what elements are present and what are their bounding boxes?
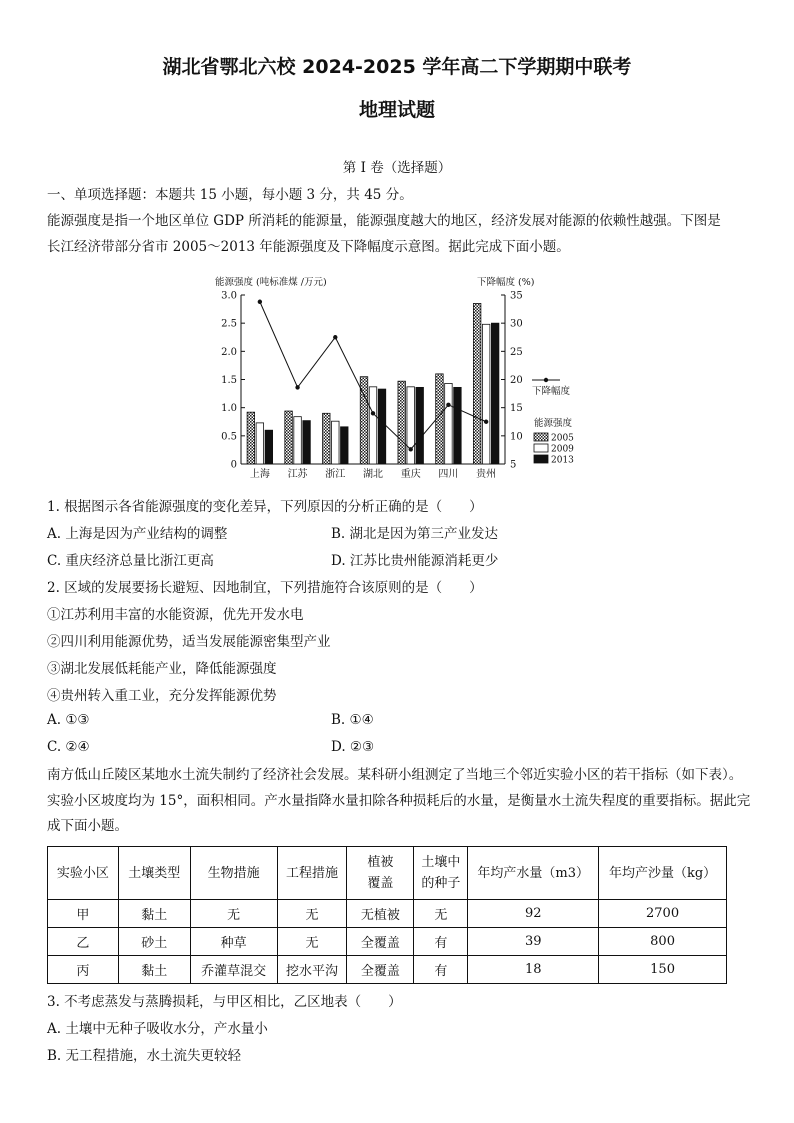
q2-statement-1: ①江苏利用丰富的水能资源，优先开发水电 bbox=[47, 607, 304, 623]
table-header-cell: 生物措施 bbox=[190, 847, 277, 900]
x-tick-label: 湖北 bbox=[363, 469, 383, 480]
table-cell: 150 bbox=[599, 956, 727, 984]
table-cell: 黏土 bbox=[118, 956, 190, 984]
table-header-cell: 土壤中的种子 bbox=[414, 847, 468, 900]
left-tick-label: 3.0 bbox=[221, 290, 237, 302]
decline-point bbox=[258, 300, 262, 304]
passage2: 南方低山丘陵区某地水土流失制约了经济社会发展。某科研小组测定了当地三个邻近实验小区的若干指标（如下表）。实验小区坡度均为 15°，面积相同。产水量指降水量扣除各种损耗后的水量，是衡量水土流失程度的重要指标。据此完成下面小题。 bbox=[47, 767, 751, 834]
table-cell: 甲 bbox=[48, 900, 119, 928]
q3-option-a[interactable]: A. 土壤中无种子吸收水分，产水量小 bbox=[47, 1021, 268, 1037]
q2-statement-4: ④贵州转入重工业，充分发挥能源优势 bbox=[47, 688, 277, 704]
bar-2009 bbox=[332, 421, 340, 464]
table-cell: 种草 bbox=[190, 928, 277, 956]
right-tick-label: 15 bbox=[510, 403, 523, 415]
bar-2009 bbox=[445, 383, 453, 464]
decline-point bbox=[409, 447, 413, 451]
bar-2005 bbox=[398, 381, 406, 464]
x-tick-label: 浙江 bbox=[325, 469, 346, 480]
table-cell: 无植被 bbox=[347, 900, 414, 928]
table-header-cell: 年均产水量（m3） bbox=[468, 847, 599, 900]
bar-2005 bbox=[285, 411, 293, 464]
left-tick-label: 1.5 bbox=[221, 375, 237, 386]
q1-option-a[interactable]: A. 上海是因为产业结构的调整 bbox=[47, 526, 228, 542]
bar-2013 bbox=[378, 389, 386, 464]
legend-label-2009: 2009 bbox=[551, 444, 574, 455]
x-tick-label: 贵州 bbox=[476, 469, 497, 480]
right-tick-label: 5 bbox=[510, 459, 517, 471]
bar-2005 bbox=[247, 412, 255, 464]
right-tick-label: 20 bbox=[510, 375, 523, 386]
table-cell: 92 bbox=[468, 900, 599, 928]
passage1-line1: 能源强度是指一个地区单位 GDP 所消耗的能源量，能源强度越大的地区，经济发展对能源的依赖性越强。下图是 bbox=[47, 213, 721, 229]
q1-option-b[interactable]: B. 湖北是因为第三产业发达 bbox=[331, 526, 499, 542]
decline-point bbox=[446, 403, 450, 407]
instructions: 一、单项选择题：本题共 15 小题，每小题 3 分，共 45 分。 bbox=[47, 187, 413, 203]
decline-point bbox=[333, 335, 337, 339]
table-cell: 2700 bbox=[599, 900, 727, 928]
legend-swatch-2009 bbox=[534, 444, 548, 452]
bar-2005 bbox=[323, 413, 331, 464]
right-tick-label: 25 bbox=[510, 346, 523, 358]
bar-2009 bbox=[407, 387, 415, 464]
x-tick-label: 四川 bbox=[438, 469, 459, 480]
q2-option-d[interactable]: D. ②③ bbox=[331, 739, 375, 755]
q3-option-b[interactable]: B. 无工程措施，水土流失更较轻 bbox=[47, 1048, 242, 1064]
left-tick-label: 0.5 bbox=[221, 431, 237, 443]
table-cell: 无 bbox=[190, 900, 277, 928]
passage1-line2: 长江经济带部分省市 2005～2013 年能源强度及下降幅度示意图。据此完成下面小题。 bbox=[47, 239, 570, 255]
q2-option-a[interactable]: A. ①③ bbox=[47, 712, 90, 728]
table-cell: 有 bbox=[414, 956, 468, 984]
legend-title: 能源强度 bbox=[534, 418, 573, 429]
left-tick-label: 0 bbox=[230, 459, 237, 471]
table-header-cell: 实验小区 bbox=[48, 847, 119, 900]
bar-2013 bbox=[491, 323, 499, 464]
left-tick-label: 2.0 bbox=[221, 346, 237, 358]
table-cell: 挖水平沟 bbox=[277, 956, 347, 984]
q2-option-b[interactable]: B. ①④ bbox=[331, 712, 374, 728]
left-axis-title: 能源强度 (吨标准煤 /万元) bbox=[215, 277, 327, 288]
table-cell: 全覆盖 bbox=[347, 956, 414, 984]
x-tick-label: 上海 bbox=[249, 469, 270, 480]
table-cell: 800 bbox=[599, 928, 727, 956]
bar-2009 bbox=[294, 417, 302, 464]
right-tick-label: 10 bbox=[510, 431, 523, 443]
table-cell: 全覆盖 bbox=[347, 928, 414, 956]
legend-line-marker bbox=[544, 378, 548, 382]
energy-intensity-chart bbox=[205, 268, 585, 490]
bar-2013 bbox=[341, 427, 349, 464]
legend-label-2005: 2005 bbox=[551, 433, 574, 444]
x-tick-label: 重庆 bbox=[400, 469, 421, 480]
legend-swatch-2005 bbox=[534, 433, 548, 441]
q2-option-c[interactable]: C. ②④ bbox=[47, 739, 90, 755]
table-header-row bbox=[48, 847, 727, 900]
table-cell: 黏土 bbox=[118, 900, 190, 928]
left-tick-label: 1.0 bbox=[221, 403, 237, 415]
table-cell: 18 bbox=[468, 956, 599, 984]
q2-stem: 2. 区域的发展要扬长避短、因地制宜，下列措施符合该原则的是（ ） bbox=[47, 580, 483, 596]
table-cell: 无 bbox=[414, 900, 468, 928]
experiment-table bbox=[47, 846, 727, 984]
table-cell: 无 bbox=[277, 928, 347, 956]
bar-2009 bbox=[256, 423, 264, 464]
table-row bbox=[48, 900, 727, 928]
decline-point bbox=[371, 411, 375, 415]
q3-stem: 3. 不考虑蒸发与蒸腾损耗，与甲区相比，乙区地表（ ） bbox=[47, 994, 402, 1010]
table-row bbox=[48, 956, 727, 984]
q1-option-c[interactable]: C. 重庆经济总量比浙江更高 bbox=[47, 553, 214, 569]
table-cell: 砂土 bbox=[118, 928, 190, 956]
table-cell: 39 bbox=[468, 928, 599, 956]
right-axis-title: 下降幅度 (%) bbox=[477, 277, 535, 288]
table-cell: 丙 bbox=[48, 956, 119, 984]
table-header-cell: 工程措施 bbox=[277, 847, 347, 900]
q2-statement-3: ③湖北发展低耗能产业，降低能源强度 bbox=[47, 661, 277, 677]
legend-line-label: 下降幅度 bbox=[532, 386, 571, 397]
decline-point bbox=[295, 385, 299, 389]
table-cell: 乙 bbox=[48, 928, 119, 956]
table-header-cell: 土壤类型 bbox=[118, 847, 190, 900]
legend-label-2013: 2013 bbox=[551, 455, 574, 466]
left-tick-label: 2.5 bbox=[221, 318, 237, 330]
right-tick-label: 30 bbox=[510, 318, 523, 330]
decline-point bbox=[484, 420, 488, 424]
table-cell: 乔灌草混交 bbox=[190, 956, 277, 984]
table-header-cell: 植被覆盖 bbox=[347, 847, 414, 900]
bar-2013 bbox=[265, 430, 273, 464]
table-cell: 无 bbox=[277, 900, 347, 928]
q1-stem: 1. 根据图示各省能源强度的变化差异，下列原因的分析正确的是（ ） bbox=[47, 499, 483, 515]
table-cell: 有 bbox=[414, 928, 468, 956]
table-header-cell: 年均产沙量（kg） bbox=[599, 847, 727, 900]
bar-2013 bbox=[454, 387, 462, 464]
bar-2009 bbox=[369, 387, 377, 464]
table-row bbox=[48, 928, 727, 956]
x-tick-label: 江苏 bbox=[287, 469, 308, 480]
legend-swatch-2013 bbox=[534, 455, 548, 463]
bar-2005 bbox=[473, 303, 481, 464]
bar-2013 bbox=[303, 421, 311, 464]
bar-2009 bbox=[482, 324, 490, 464]
exam-title: 湖北省鄂北六校 2024-2025 学年高二下学期期中联考 bbox=[162, 56, 632, 78]
exam-subject: 地理试题 bbox=[358, 99, 435, 121]
q2-statement-2: ②四川利用能源优势，适当发展能源密集型产业 bbox=[47, 634, 331, 650]
bar-2013 bbox=[416, 387, 424, 464]
q1-option-d[interactable]: D. 江苏比贵州能源消耗更少 bbox=[331, 553, 499, 569]
right-tick-label: 35 bbox=[510, 290, 523, 302]
section-heading: 第 I 卷（选择题） bbox=[342, 160, 452, 176]
